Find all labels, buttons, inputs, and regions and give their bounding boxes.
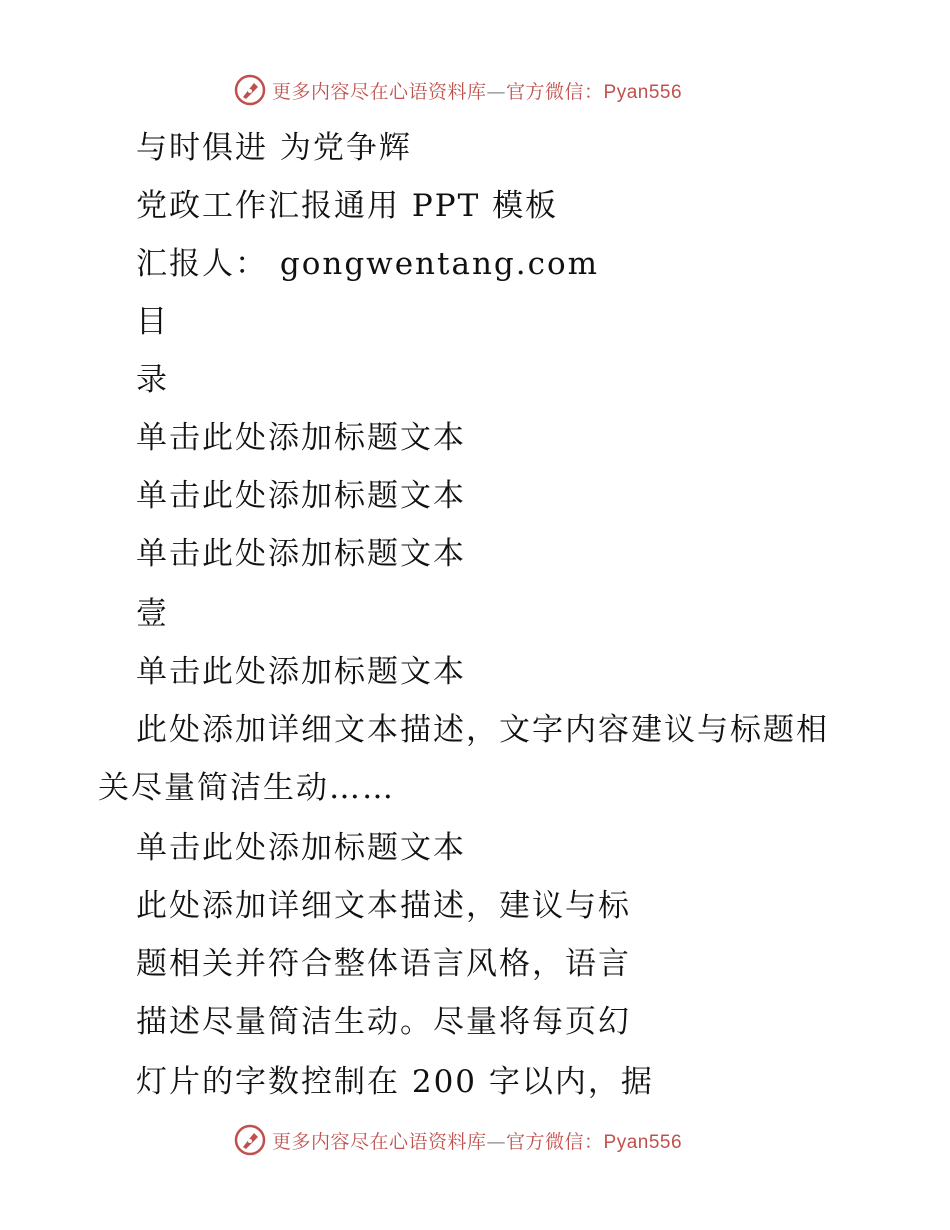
doc-line: 单击此处添加标题文本 — [136, 420, 466, 456]
doc-line: 描述尽量简洁生动。尽量将每页幻 — [136, 1004, 631, 1040]
pen-nib-logo-icon — [234, 1124, 266, 1156]
doc-line: 党政工作汇报通用 PPT 模板 — [136, 188, 559, 224]
banner-separator: — — [486, 1130, 507, 1153]
banner-wechat-label: 官方微信： — [506, 1130, 604, 1153]
banner-wechat-id: Pyan556 — [603, 81, 683, 103]
doc-line: 题相关并符合整体语言风格，语言 — [136, 946, 631, 982]
doc-line: 此处添加详细文本描述，建议与标 — [136, 888, 631, 924]
doc-line: 录 — [136, 362, 169, 398]
banner-wechat-label: 官方微信： — [506, 80, 604, 103]
doc-line: 单击此处添加标题文本 — [136, 536, 466, 572]
doc-line: 壹 — [136, 596, 169, 632]
doc-line: 单击此处添加标题文本 — [136, 654, 466, 690]
banner-text — [272, 77, 682, 104]
footer-banner — [234, 1122, 754, 1158]
doc-line: 目 — [136, 304, 169, 340]
pen-nib-logo-icon — [234, 74, 266, 106]
doc-line: 单击此处添加标题文本 — [136, 830, 466, 866]
banner-text — [272, 1127, 682, 1154]
doc-line: 此处添加详细文本描述，文字内容建议与标题相 — [136, 712, 829, 748]
doc-line: 关尽量简洁生动…… — [98, 770, 395, 806]
banner-site: 更多内容尽在心语资料库 — [272, 80, 487, 103]
doc-line: 灯片的字数控制在 200 字以内，据 — [136, 1064, 654, 1100]
header-banner — [234, 72, 754, 108]
banner-wechat-id: Pyan556 — [603, 1131, 683, 1153]
doc-line: 汇报人： gongwentang.com — [136, 246, 600, 282]
banner-site: 更多内容尽在心语资料库 — [272, 1130, 487, 1153]
doc-line: 与时俱进 为党争辉 — [136, 130, 412, 166]
doc-line: 单击此处添加标题文本 — [136, 478, 466, 514]
banner-separator: — — [486, 80, 507, 103]
